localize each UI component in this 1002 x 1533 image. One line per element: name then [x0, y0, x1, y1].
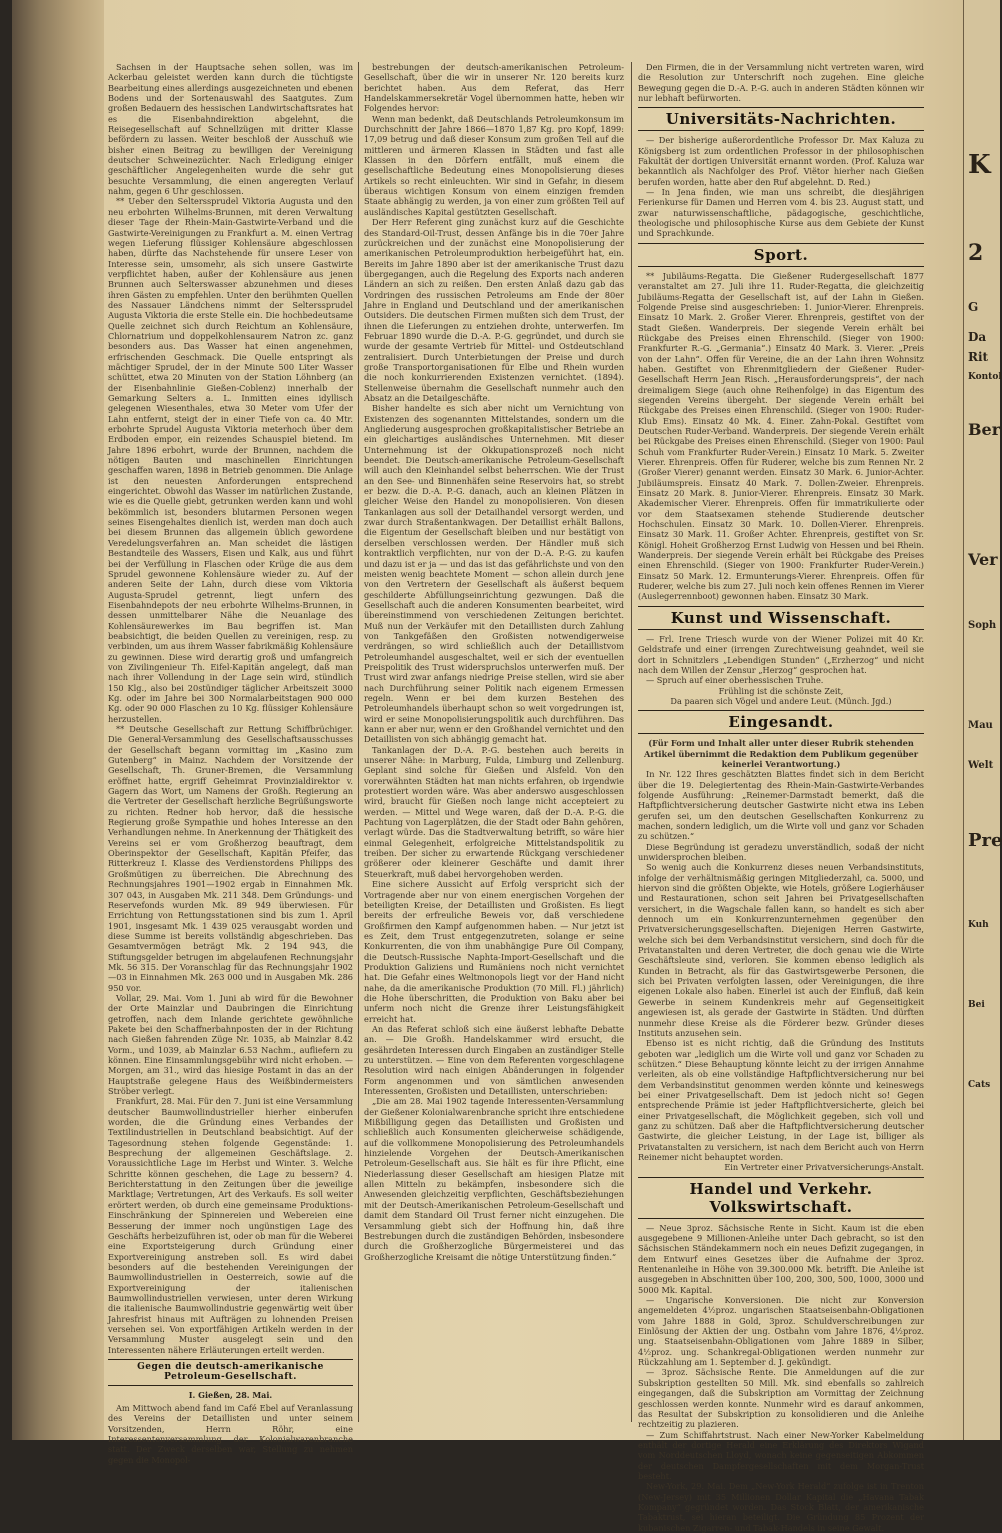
article-paragraph: — 3proz. Sächsische Rente. Die Anmeldungen auf die zur Subskription gestellten 50 Mill. Mk. sind ebenfalls so zahlreich eingegangen, daß die Subskription am Vormittag der Zeichnung geschlossen werden konnte. Nunmehr wird es darauf ankommen, das Resultat der Subskription zu konsolidieren und die Anleihe rechtzeitig zu plazieren.	[638, 1367, 924, 1430]
column-2	[364, 62, 624, 1262]
article-paragraph: Frankfurt, 28. Mai. Für den 7. Juni ist eine Versammlung deutscher Baumwollindustrieller hierher einberufen worden, die die Gründung eines Verbandes der Textilindustriellen in Deutschland beabsichtigt. Auf der Tagesordnung stehen folgende Gegenstände: 1. Besprechung der allgemeinen Geschäftslage. 2. Voraussichtliche Lage im Herbst und Winter. 3. Welche Schritte können geschehen, die Lage zu bessern? 4. Berichterstattung in den Zeitungen über die jeweilige Marktlage; Vertretungen, Art des Verkaufs. Es soll weiter erörtert werden, ob durch eine gemeinsame Produktions-Einschränkung der Spinnereien und Webereien eine Besserung der immer noch ungünstigen Lage des Geschäfts herbeizuführen ist, oder ob man für die Weberei eine Exportsteigerung durch Gründung einer Exportvereinigung anstreben soll. Es wird dabei besonders auf die bestehenden Vereinigungen der Baumwollindustriellen in Oesterreich, sowie auf die Exportvereinigung der italienischen Baumwollindustriellen verwiesen, unter deren Wirkung die italienische Baumwollindustrie gegenwärtig weit über Jahresfrist hinaus mit Aufträgen zu lohnenden Preisen versehen sei. Von exportfähigen Artikeln werden in der Versammlung Muster ausgelegt sein und den Interessenten nähere Erläuterungen erteilt werden.	[108, 1096, 353, 1355]
article-paragraph: — Ungarische Konversionen. Die nicht zur Konversion angemeldeten 4½proz. ungarischen Staatseisenbahn-Obligationen vom Jahre 1888 in Gold, 3proz. Schuldverschreibungen zur Einlösung der Aktien der ung. Ostbahn vom Jahre 1876, 4½proz. ung. Staatseisenbahn-Obligationen vom Jahre 1889 in Silber, 4½proz. ung. Schankregal-Obligationen werden nunmehr zur Rückzahlung am 1. September d. J. gekündigt.	[638, 1295, 924, 1368]
strip-fragment: Da	[968, 330, 987, 344]
article-paragraph: Sachsen in der Hauptsache sehen sollen, was im Ackerbau geleistet werden kann durch die tüchtigste Bearbeitung eines allerdings ausgezeichneten und ebenen Bodens und der Sortenauswahl des Saatgutes. Zum großen Bedauern des hessischen Landwirtschaftsrates hat es die Eisenbahndirektion abgelehnt, die Reisegesellschaft auf Schnellzügen mit dritter Klasse befördern zu lassen. Weiter beschloß der Ausschuß wie bisher einen Beitrag zu bewilligen der Vereinigung deutscher Schweinezüchter. Nach Erledigung einiger geschäftlicher Angelegenheiten wurde die sehr gut besuchte Versammlung, die einen angeregten Verlauf nahm, gegen 6 Uhr geschlossen.	[108, 62, 353, 197]
strip-fragment: Bei	[968, 1000, 985, 1010]
article-paragraph: — Neue 3proz. Sächsische Rente in Sicht. Kaum ist die eben ausgegebene 9 Millionen-Anleihe unter Dach gebracht, so ist den Sächsischen Ständekammern noch ein neues Defizit zugegangen, in dem Entwurf eines Gesetzes über die Aufnahme der 3proz. Rentenanleihe in Höhe von 39.300.000 Mk. betrifft. Die Anleihe ist ausgegeben in Abschnitten über 100, 200, 300, 500, 1000, 3000 und 5000 Mk. Kapital.	[638, 1222, 924, 1295]
signature-line: Ein Vertreter einer Privatversicherungs-Anstalt.	[724, 1162, 924, 1173]
strip-fragment: Mau	[968, 720, 993, 731]
strip-fragment: Welt	[968, 760, 994, 771]
strip-fragment: Pre	[968, 830, 1002, 851]
strip-fragment: G	[968, 300, 979, 314]
article-paragraph: New-York, 29. Mai. Dem „New-York Herald“ zufolge ist in Trenton (New-Jersey) mit 35 Millionen Dollar Kapital die „Havana Tabak Kompany“ gegründet worden. Das Stock Blatt, der amerikanische Tabaktrust, sei hieran beteiligt. Die Gründung 85 Prozent der kubanischen Zigarren- und Tabak-Handels in seine Gewalt.	[638, 1481, 924, 1533]
article-paragraph: — In Jena finden, wie man uns schreibt, die diesjährigen Ferienkurse für Damen und Herren vom 4. bis 23. August statt, und zwar naturwissenschaftliche, pädagogische, geschichtliche, theologische und philosophische Kurse aus dem Gebiete der Kunst und Sprachkunde.	[638, 187, 924, 239]
resolution-quote: „Die am 28. Mai 1902 tagende Interessenten-Versammlung der Gießener Kolonialwarenbranche spricht ihre entschiedene Mißbilligung gegen das Detaillisten und Großisten und schließlich auch Konsumenten gleicherweise schädigende, auf die vollkommene Monopolisierung des Petroleumhandels hinzielende Vorgehen der Deutsch-Amerikanischen Petroleum-Gesellschaft aus. Sie hält es für ihre Pflicht, eine Niederlassung dieser Gesellschaft am hiesigen Platze mit allen Mitteln zu bekämpfen, insbesondere sich die Anwesenden gleichzeitig verpflichten, Geschäftsbeziehungen mit der Deutsch-Amerikanischen Petroleum-Gesellschaft und damit dem Standard Oil Trust ferner nicht einzugehen. Die Versammlung giebt sich der Hoffnung hin, daß ihre Bestrebungen durch die zuständigen Behörden, insbesondere durch die Großherzogliche Bürgermeisterei und das Großherzogliche Kreisamt die nötige Unterstützung finden.“	[364, 1096, 624, 1262]
strip-fragment: Ver	[968, 550, 998, 569]
section-heading-sport: Sport.	[638, 243, 924, 267]
article-paragraph: Eine sichere Aussicht auf Erfolg verspricht sich der Vortragende aber nur von einem energischen Vorgehen der beteiligten Kreise, der Detaillisten und Großisten. Es liegt bereits der erfreuliche Beweis vor, daß verschiedene Großfirmen den Kampf aufgenommen haben. — Nur jetzt ist es Zeit, dem Trust entgegenzutreten, solange er seine Konkurrenten, die von ihm unabhängige Pure Oil Company, die Deutsch-Russische Naphta-Import-Gesellschaft und die Produktion Galiziens und Rumäniens noch nicht vernichtet hat. Die Gefahr eines Weltmonopols liegt vor der Hand nicht nahe, da die amerikanische Produktion (70 Mill. Fl.) jährlich) die Hohe überschritten, die Produktion von Baku aber bei unferm noch nicht die Grenze ihrer Leistungsfähigkeit erreicht hat.	[364, 879, 624, 1024]
verse-line: Frühling ist die schönste Zeit,	[718, 685, 844, 696]
binding-gutter	[12, 0, 104, 1440]
article-paragraph: — Zum Schiffahrtstrust. Nach einer New-Yorker Kabelmeldung enthält der dortige Herald eine Erklärung des Direktors Wigand vom Norddeutschen Lloyd, wonach keine gegenseitigen Abkommen der deutschen Dampfergesellschaften mit dem Morgan-Trust besteht.	[638, 1429, 924, 1481]
section-heading-submitted: Eingesandt.	[638, 710, 924, 734]
article-paragraph: Bisher handelte es sich aber nicht um Vernichtung von Existenzen des sogenannten Mittelstandes, sondern um die Angliederung ausgesprochen großkapitalistischer Betriebe an ein gleichartiges ausländisches Unternehmen. Mit dieser Unternehmung ist der Okkupationsprozeß noch nicht beendet. Die Deutsch-amerikanische Petroleum-Gesellschaft will auch den Kleinhandel selbst beherrschen. Wie der Trust an den See- und Binnenhäfen seine Reservoirs hat, so strebt er bezw. die D.-A. P.-G. danach, auch an kleinen Plätzen in gleicher Weise den Handel zu monopolisieren. Von diesen Tankanlagen aus soll der Detailhandel versorgt werden, und zwar durch Straßentankwagen. Der Detaillist erhält Ballons, die Eigentum der Gesellschaft bleiben und nur bestätigt von derselben verschlossen werden. Der Händler muß sich kontraktlich verpflichten, nur von der D.-A. P.-G. zu kaufen und dazu ist er ja — und das ist das gefährlichste und von den meisten wenig beachtete Moment — schon allein durch jene von den Vertretern der Gesellschaft als äußerst bequem geschilderte Abfüllungseinrichtung gezwungen. Daß die Gesellschaft auch die anderen Konsumenten bearbeitet, wird übereinstimmend von verschiedenen Zeitungen berichtet. Muß nun der Verkäufer mit den Detaillisten durch Zahlung von Tankgefäßen den Großisten notwendigerweise verdrängen, so wird schließlich auch der Detaillistvom Petroleumhandel ausgeschaltet, weil er sich der eventuellen Preispolitik des Trust widerspruchslos unterwerfen muß. Der Trust wird zwar anfangs niedrige Preise stellen, wird sie aber nach Durchführung seiner Politik nach eigenem Ermessen regeln. Wenn er bei dem kurzen Bestehen des Petroleumhandels überhaupt schon so weit vorgedrungen ist, wird er seine Monopolisierungspolitik auch durchführen. Das kann er aber nur, wenn er den Großhandel vernichtet und den Detaillisten von sich abhängig gemacht hat.	[364, 403, 624, 745]
article-paragraph: ** Jubiläums-Regatta. Die Gießener Rudergesellschaft 1877 veranstaltet am 27. Juli ihre 11. Ruder-Regatta, die gleichzeitig Jubiläums-Regatta der Gesellschaft ist, auf der Lahn in Gießen. Folgende Preise sind ausgeschrieben: 1. Junior-Vierer. Ehrenpreis. Einsatz 10 Mark. 2. Großer Vierer. Ehrenpreis, gestiftet von der Stadt Gießen. Wanderpreis. Der siegende Verein erhält bei Rückgabe des Preises einen Ehrenschild. (Sieger von 1900: Frankfurter R.-G. „Germania“.) Einsatz 40 Mark. 3. Vierer. „Preis von der Lahn“. Offen für Vereine, die an der Lahn ihren Wohnsitz haben. Gestiftet von Ehrenmitgliedern der Gießener Ruder-Gesellschaft Herrn Jean Risch. „Herausforderungspreis“, der nach dreimaligem Siege (auch ohne Reihenfolge) in das Eigentum des siegenden Vereins übergeht. Der siegende Verein erhält bei Rückgabe des Preises einen Ehrenschild. (Sieger von 1900: Ruder-Klub Ems). Einsatz 40 Mk. 4. Einer. Zahn-Pokal. Gestiftet vom Deutschen Ruder-Verband. Wanderpreis. Der siegende Verein erhält bei Rückgabe des Preises einen Ehrenschild. (Sieger von 1900: Paul Schuh vom Frankfurter Ruder-Verein.) Einsatz 10 Mark. 5. Zweiter Vierer. Ehrenpreis. Offen für Ruderer, welche bis zum Rennen Nr. 2 (Großer Vierer) genannt werden. Einsatz 30 Mark. 6. Junior-Achter. Jubiläumspreis. Einsatz 40 Mark. 7. Dollen-Zweier. Ehrenpreis. Einsatz 20 Mark. 8. Junior-Vierer. Ehrenpreis. Einsatz 30 Mark. Akademischer Vierer. Ehrenpreis. Offen für immatrikulierte oder vor dem Staatsexamen stehende Studierende deutscher Hochschulen. Einsatz 30 Mark. 10. Dollen-Vierer. Ehrenpreis. Einsatz 30 Mark. 11. Großer Achter. Ehrenpreis, gestiftet von Sr. Königl. Hoheit Großherzog Ernst Ludwig von Hessen und bei Rhein. Wanderpreis. Der siegende Verein erhält bei Rückgabe des Preises einen Ehrenschild. (Sieger von 1900: Frankfurter Ruder-Verein.) Einsatz 50 Mark. 12. Ermunterungs-Vierer. Ehrenpreis. Offen für Ruderer, welche bis zum 27. Juli noch kein offenes Rennen im Vierer (Auslegerrennboot) gewonnen haben. Einsatz 30 Mark.	[638, 270, 924, 602]
section-heading-university: Universitäts-Nachrichten.	[638, 107, 924, 131]
column-rule	[358, 62, 359, 1422]
article-paragraph: Tankanlagen der D.-A. P.-G. bestehen auch bereits in unserer Nähe: in Marburg, Fulda, Limburg und Zellenburg. Geplant sind solche für Gießen und Alsfeld. Von den vorerwähnten Städten hat man nichts erfahren, ob irgendwie protestiert worden wäre. Was aber anderswo ausgeschlossen wird, braucht für Gießen noch lange nicht accepteiert zu werden. — Mittel und Wege waren, daß der D.-A. P.-G. die Pachtung von Lagerplätzen, die der Stadt oder Bahn gehören, verlagt würde. Das die Stadtverwaltung betrifft, so wäre hier einmal Gelegenheit, erfolgreiche Mittelstandspolitik zu treiben. Der sicher zu erwartende Rückgang verschiedener größerer oder kleinerer Geschäfte und damit ihrer Steuerkraft, muß dabei hervorgehoben werden.	[364, 744, 624, 879]
section-heading-petroleum: Gegen die deutsch-amerikanische Petroleum-Gesellschaft.	[108, 1359, 353, 1386]
editorial-note: (Für Form und Inhalt aller unter dieser Rubrik stehenden Artikel übernimmt die Redaktion dem Publikum gegenüber keinerlei Verantwortung.)	[643, 738, 919, 769]
newspaper-page	[12, 0, 1002, 1533]
article-paragraph: ** Deutsche Gesellschaft zur Rettung Schiffbrüchiger. Die General-Versammlung des Gesellschaftsausschusses der Gesellschaft begann vormittag im „Kasino zum Gutenberg“ in Mainz. Nachdem der Vorsitzende der Gesellschaft, Th. Gruner-Bremen, die Versammlung eröffnet hatte, ergriff Geheimrat Provinzialdirektor v. Gagern das Wort, um Namens der Großh. Regierung an die Vertreter der Gesellschaft herzliche Begrüßungsworte zu richten. Redner hob hervor, daß die hessische Regierung große Sympathie und hohes Interesse an den Verhandlungen nehme. In Anerkennung der Thätigkeit des Vereins sei er vom Großherzog beauftragt, dem Oberinspektor der Gesellschaft, Kapitän Pfeifer, das Ritterkreuz I. Klasse des Verdienstordens Philipps des Großmütigen zu überreichen. Die Abrechnung des Rechnungsjahres 1901—1902 ergab in Einnahmen Mk. 307 043, in Ausgaben Mk. 211 348. Dem Gründungs- und Reservefonds wurden Mk. 89 949 überwiesen. Für Errichtung von Rettungsstationen sind bis zum 1. April 1901, insgesamt Mk. 1 439 025 verausgabt worden und diese Summe ist bereits vollständig abgeschrieben. Das Gesamtvermögen beträgt Mk. 2 194 943, die Stiftungsgelder betrugen im abgelaufenen Rechnungsjahr Mk. 56 315. Der Voranschlag für das Rechnungsjahr 1902—03 in Einnahmen Mk. 263 000 und in Ausgaben Mk. 286 950 vor.	[108, 724, 353, 993]
article-paragraph: — Frl. Irene Triesch wurde von der Wiener Polizei mit 40 Kr. Geldstrafe und einer (irrengen Zurechtweisung geahndet, weil sie dort in Schnitzlers „Lebendigen Stunden“ („Erzherzog“ und nicht nach dem Willen der Zensur „Herzog“ gesprochen hat.	[638, 633, 924, 675]
dateline: I. Gießen, 28. Mai.	[188, 1389, 273, 1400]
strip-fragment: Soph	[968, 620, 997, 631]
strip-fragment: Ber	[968, 420, 1001, 439]
strip-fragment: 2	[968, 240, 984, 266]
article-paragraph: Vollar, 29. Mai. Vom 1. Juni ab wird für die Bewohner der Orte Mainzlar und Daubringen die Einrichtung getroffen, nach dem Inlande gerichtete gewöhnliche Pakete bei den Schaffnerbahnposten der in der Richtung nach Gießen fahrenden Züge Nr. 1035, ab Mainzlar 8.42 Vorm., und 1039, ab Mainzlar 6.53 Nachm., aufliefern zu können. Eine Einsammlungsgebühr wird nicht erhoben. — Morgen, am 31., wird das hiesige Postamt in das an der Hauptstraße gelegene Haus des Weißbindermeisters Ströber verlegt.	[108, 992, 353, 1097]
strip-fragment: Rit	[968, 350, 989, 364]
article-paragraph: In Nr. 122 Ihres geschätzten Blattes findet sich in dem Bericht über die 19. Delegiertentag des Rhein-Main-Gastwirte-Verbandes folgende Ausführung: „Reinemer-Darmstadt bemerkt, daß die Haftpflichtversicherung deutscher Gastwirte nicht etwa ins Leben gerufen sei, um den deutschen Gesellschaften Konkurrenz zu machen, sondern lediglich, um die Wirte voll und ganz vor Schaden zu schützen.“	[638, 769, 924, 842]
verse-line: Da paaren sich Vögel und andere Leut. (Münch. Jgd.)	[670, 695, 892, 706]
article-paragraph: — Spruch auf einer oberhessischen Truhe.	[646, 675, 824, 686]
column-3	[638, 62, 924, 1533]
column-1	[108, 62, 353, 1465]
article-paragraph: ** Ueber den Selterssprudel Viktoria Augusta und den neu erbohrten Wilhelms-Brunnen, mit deren Verwaltung dieser Tage der Rhein-Main-Gastwirte-Verband und die Gastwirte-Vereinigungen zu Frankfurt a. M. einen Vertrag wegen Lieferung flüssiger Kohlensäure abgeschlossen haben, dürfte das Nachstehende für unsere Leser von Interesse sein, umsomehr, als sich unsere Gastwirte verpflichtet haben, außer der Kohlensäure aus jenen Brunnen auch Selterswasser abzunehmen und dieses ihren Gästen zu empfehlen. Unter den berühmten Quellen des Nassauer Ländchens nimmt der Selterssprudel Augusta Viktoria die erste Stelle ein. Die hochbedeutsame Quelle zeichnet sich durch Reichtum an Kohlensäure, Chlornatrium und doppelkohlensaurem Natron zc. ganz besonders aus. Das Wasser hat einen angenehmen, erfrischenden Geschmack. Die Quelle entspringt als mächtiger Sprudel, der in der Minute 500 Liter Wasser schüttet, etwa 20 Minuten von der Station Löhnberg (an der Eisenbahnlinie Gießen-Coblenz) innerhalb der Gemarkung Selters a. L. Inmitten eines idyllisch gelegenen Wiesenthales, etwa 30 Meter vom Ufer der Lahn entfernt, steigt der in einer Tiefe von ca. 40 Mtr. erbohrte Sprudel Augusta Viktoria meterhoch über dem Erdboden empor, ein reizendes Schauspiel bietend. Im Jahre 1896 erbohrt, wurde der Brunnen, nachdem die nötigen Bauten und maschinellen Einrichtungen geschaffen waren, 1898 in Betrieb genommen. Die Anlage ist den neuesten Anforderungen entsprechend eingerichtet. Obwohl das Wasser im natürlichen Zustande, wie es die Quelle giebt, getrunken werden kann und wohl bekömmlich ist, besonders blutarmen Personen wegen seines Eisengehaltes dienlich ist, werden man doch auch bei diesem Brunnen das allgemein üblich gewordene Veredelungsverfahren an. Man scheidet die lästigen Bestandteile des Wassers, Eisen und Kalk, aus und führt bei der Verfüllung in Flaschen oder Krüge die aus dem Sprudel gewonnene Kohlensäure wieder zu. Auf der anderen Seite der Lahn, durch diese vom Viktoria Augusta-Sprudel getrennt, liegt unfern des Eisenbahndepots der neu erbohrte Wilhelms-Brunnen, in dessen unmittelbarer Nähe die Neuanlage des Kohlensäurewerkes im Bau begriffen ist. Man beabsichtigt, die beiden Quellen zu vereinigen, resp. zu verbinden, um aus ihrem Wasser fabrikmäßig Kohlensäure zu gewinnen. Diese wird derartig groß und umfangreich von Zivilingenieur Th. Eifel-Kapitän angelegt, daß man nach ihrer Vollendung in der Lage sein wird, stündlich 150 Klg., also bei 20stündiger täglicher Arbeitszeit 3000 Kg. oder im Jahre bei 300 Normalarbeitstagen 900 000 Kg. oder 90 000 Flaschen zu 10 Kg. flüssiger Kohlensäure herzustellen.	[108, 196, 353, 724]
article-paragraph: So wenig auch die Konkurrenz dieses neuen Verbandsinstituts, infolge der verhältnismäßig geringen Mitgliederzahl, ca. 5000, und hiervon sind die größten Objekte, wie Hotels, größere Logierhäuser und Restaurationen, schon seit Jahren bei Privatgesellschaften versichert, in die Wagschale fallen kann, so handelt es sich aber dennoch um ein Konkurrenzunternehmen gegenüber den Privatversicherungsgesellschaften. Diejenigen Herren Gastwirte, welche sich bei dem Verbandsinstitut versichern, sind doch für die Privatanstalten und deren Vertreter, die doch genau wie die Wirte Geschäftsleute sind, verloren. Sie kommen ebenso lediglich als Kunden in Betracht, als für das Gastwirtsgewerbe Personen, die sich bei Privaten verfolgten lassen, oder Vereinigungen, die ihre eigenen Lokale also haben. Einerlei ist auch der Einfluß, daß kein Gewerbe in seinem Kundenkreis mehr auf Gegenseitigkeit angewiesen ist, als gerade der Gastwirte in Städten. Und dürften nunmehr diese Kreise als die Förderer bezw. Gründer dieses Instituts anzusehen sein.	[638, 862, 924, 1038]
section-heading-art: Kunst und Wissenschaft.	[638, 606, 924, 630]
strip-fragment: K	[968, 150, 991, 180]
article-paragraph: bestrebungen der deutsch-amerikanischen Petroleum-Gesellschaft, über die wir in unserer Nr. 120 bereits kurz berichtet haben. Aus dem Referat, das Herr Handelskammersekretär Vogel übernommen hatte, heben wir Folgendes hervor:	[364, 62, 624, 114]
article-paragraph: Am Mittwoch abend fand im Café Ebel auf Veranlassung des Vereins der Detaillisten und unter seinem Vorsitzenden, Herrn Röhr, eine Interessentenversammlung der Kolonialwarenbranche statt. Der Zweck derselben war, Stellung zu nehmen gegen die Monopol-	[108, 1403, 353, 1465]
strip-fragment: Kontol	[968, 372, 1002, 382]
article-paragraph: An das Referat schloß sich eine äußerst lebhafte Debatte an. — Die Großh. Handelskammer wird ersucht, die gesährdeten Interessen durch Eingaben an zuständiger Stelle zu unterstützen. — Eine von dem Referenten vorgeschlagene Resolution wird nach einigen Abänderungen in folgender Form angenommen und von sämtlichen anwesenden Interessenten, Großisten und Detaillisten, unterschrieben:	[364, 1023, 624, 1097]
strip-fragment: Cats	[968, 1080, 991, 1090]
article-paragraph: Diese Begründung ist geradezu unverständlich, sodaß der nicht unwidersprochen bleiben.	[638, 841, 924, 862]
article-paragraph: Ebenso ist es nicht richtig, daß die Gründung des Instituts geboten war „lediglich um die Wirte voll und ganz vor Schaden zu schützen.“ Diese Behauptung könnte leicht zu der irrigen Annahme verleiten, als ob eine vollständige Haftpflichtversicherung nur bei dem Verbandsinstitut genommen werden könnte und keineswegs bei einer Privatgesellschaft. Dem ist jedoch nicht so! Gegen entsprechende Prämie ist jeder Haftpflichtversicherte, gleich bei einer Privatgesellschaft, die Möglichkeit gegeben, sich voll und ganz zu schützen. Daß aber die Haftpflichtversicherung deutscher Gastwirte, die gleicher Leistung, in der Lage ist, billiger als Privatanstalten zu versichern, ist nach dem Bericht auch von Herrn Reinemer nicht behauptet worden.	[638, 1038, 924, 1162]
article-paragraph: Den Firmen, die in der Versammlung nicht vertreten waren, wird die Resolution zur Unterschrift noch zugehen. Eine gleiche Bewegung gegen die D.-A. P.-G. auch in anderen Städten können wir nur lebhaft befürworten.	[638, 62, 924, 104]
article-paragraph: Wenn man bedenkt, daß Deutschlands Petroleumkonsum im Durchschnitt der Jahre 1866—1870 1,87 Kg. pro Kopf, 1899: 17,09 betrug und daß dieser Konsum zum großen Teil auf die mittleren und ärmeren Klassen in Städten und fast alle Klassen in den Dörfern entfällt, muß einem die gesellschaftliche Bedeutung eines Monopolisierung dieses Artikels so recht einleuchten. Wir sind in Gefahr, in diesem überaus wichtigen Konsum von einem einzigen fremden Staate abhängig zu werden, ja von einer zum größten Teil auf ausländisches Kapital gestützten Gesellschaft.	[364, 113, 624, 217]
article-paragraph: Der Herr Referent ging zunächst kurz auf die Geschichte des Standard-Oil-Trust, dessen Anfänge bis in die 70er Jahre zurückreichen und der zunächst eine Monopolisierung der amerikanischen Petroleumproduktion herbeigeführt hat, ein. Bereits im Jahre 1890 aber ist der amerikanische Trust dazu übergegangen, auch die Regelung des Exports nach anderen Ländern an sich zu reißen. Den ersten Anlaß dazu gab das Vordringen des russischen Petroleums am Ende der 80er Jahre in England und Deutschland und der amerikanischen Outsiders. Die deutschen Firmen mußten sich dem Trust, der ihnen die Lieferungen zu entziehen drohte, unterwerfen. Im Februar 1890 wurde die D.-A. P.-G. gegründet, und durch sie wurde der gesamte Vertrieb für Mittel- und Ostdeutschland zentralisiert. Durch Unterbietungen der Preise und durch große Transportorganisationen für Elbe und Rhein wurden die noch konkurrierenden Existenzen vernichtet. (1894). Stellenweise übernahm die Gesellschaft nunmehr auch den Absatz an die Detailgeschäfte.	[364, 217, 624, 403]
section-heading-commerce: Handel und Verkehr. Volkswirtschaft.	[638, 1177, 924, 1219]
column-rule	[631, 62, 632, 1422]
article-paragraph: — Der bisherige außerordentliche Professor Dr. Max Kaluza zu Königsberg ist zum ordentlichen Professor in der philosophischen Fakultät der dortigen Universität ernannt worden. (Prof. Kaluza war bekanntlich als Nachfolger des Prof. Viëtor hierher nach Gießen berufen worden, hatte aber den Ruf abgelehnt. D. Red.)	[638, 135, 924, 187]
strip-fragment: Kuh	[968, 920, 989, 930]
adjacent-page-strip	[963, 0, 1000, 1440]
